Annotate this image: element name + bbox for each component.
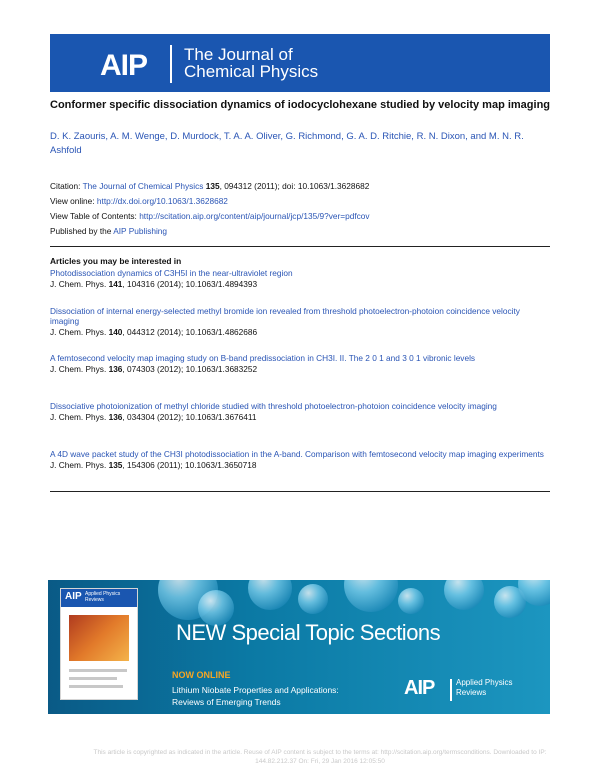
article-title: Conformer specific dissociation dynamics of iodocyclohexane studied by velocity map imaging — [50, 99, 551, 111]
journal-name-line1: The Journal of — [184, 45, 293, 64]
journal-cover-image — [60, 588, 138, 700]
related-article — [50, 401, 550, 423]
citation-journal-link[interactable]: The Journal of Chemical Physics — [82, 181, 204, 191]
citation-line — [50, 181, 550, 191]
ad-now-online: NOW ONLINE — [172, 670, 231, 680]
cover-text-line — [69, 669, 127, 672]
decorative-bubble — [248, 580, 292, 610]
citation-label: Citation: — [50, 181, 81, 191]
decorative-bubble — [344, 580, 398, 612]
copyright-footer — [50, 748, 590, 766]
bottom-rule — [50, 491, 550, 492]
related-article-citation: J. Chem. Phys. 136, 034304 (2012); 10.1063/1.3676411 — [50, 412, 257, 422]
journal-name-line2: Chemical Physics — [184, 62, 319, 81]
ad-topic — [172, 684, 339, 708]
toc-label: View Table of Contents: — [50, 211, 137, 221]
cover-journal-name: Applied Physics Reviews — [85, 591, 121, 603]
aip-logo: AIP — [100, 49, 148, 82]
view-online-line — [50, 196, 550, 206]
ad-aip-logo: AIP — [404, 677, 435, 699]
related-article-citation: J. Chem. Phys. 135, 154306 (2011); 10.1063/1.3650718 — [50, 460, 257, 470]
related-article-link[interactable]: Dissociative photoionization of methyl chloride studied with threshold photoelectron-photoion coincidence velocity imaging — [50, 401, 497, 411]
ad-topic-line2: Reviews of Emerging Trends — [172, 697, 281, 707]
related-articles-header: Articles you may be interested in — [50, 256, 182, 266]
related-article — [50, 306, 550, 338]
related-article-link[interactable]: Dissociation of internal energy-selected methyl bromide ion revealed from threshold photoelectron-photoion coincidence velocity imaging — [50, 306, 520, 326]
related-article — [50, 449, 550, 471]
ad-headline: NEW Special Topic Sections — [176, 620, 441, 645]
decorative-bubble — [444, 580, 484, 610]
toc-link[interactable]: http://scitation.aip.org/content/aip/journal/jcp/135/9?ver=pdfcov — [139, 211, 370, 221]
toc-line — [50, 211, 550, 221]
related-article-link[interactable]: A femtosecond velocity map imaging study on B-band predissociation in CH3I. II. The 2 0 1 and 3 0 1 vibronic levels — [50, 353, 476, 363]
cover-text-line — [69, 677, 117, 680]
ad-journal-logo — [404, 677, 514, 703]
publisher-link[interactable]: AIP Publishing — [113, 226, 168, 236]
published-line — [50, 226, 550, 236]
related-article-link[interactable]: Photodissociation dynamics of C3H5I in the near-ultraviolet region — [50, 268, 293, 278]
ad-logo-divider — [450, 679, 452, 701]
citation-volume: 135 — [205, 181, 220, 191]
decorative-bubble — [298, 584, 328, 614]
footer-line1: This article is copyrighted as indicated in the article. Reuse of AIP content is subject to the terms at: http://scitation.aip.org/termsconditions. Downloaded to IP: — [93, 749, 547, 756]
related-article-citation: J. Chem. Phys. 141, 104316 (2014); 10.1063/1.4894393 — [50, 279, 258, 289]
view-online-link[interactable]: http://dx.doi.org/10.1063/1.3628682 — [96, 196, 228, 206]
cover-text-line — [69, 685, 123, 688]
related-article-citation: J. Chem. Phys. 136, 074303 (2012); 10.1063/1.3683252 — [50, 364, 258, 374]
cover-aip-logo: AIP — [65, 591, 82, 602]
citation-details: , 094312 (2011); doi: 10.1063/1.3628682 — [219, 181, 370, 191]
related-article — [50, 268, 550, 290]
article-authors[interactable]: D. K. Zaouris, A. M. Wenge, D. Murdock, T. A. A. Oliver, G. Richmond, G. A. D. Ritchie, R. N. Dixon, and M. N. R. Ashfold — [50, 131, 524, 156]
related-article-citation: J. Chem. Phys. 140, 044312 (2014); 10.1063/1.4862686 — [50, 327, 258, 337]
top-rule — [50, 246, 550, 247]
footer-line2: 144.82.212.37 On: Fri, 29 Jan 2016 12:05:50 — [255, 758, 385, 765]
related-article — [50, 353, 550, 375]
related-article-link[interactable]: A 4D wave packet study of the CH3I photodissociation in the A-band. Comparison with femtosecond velocity map imaging experiments — [50, 449, 544, 459]
view-online-label: View online: — [50, 196, 95, 206]
cover-artwork — [69, 615, 129, 661]
banner-divider — [170, 45, 172, 83]
ad-topic-line1: Lithium Niobate Properties and Applications: — [172, 685, 339, 695]
published-label: Published by the — [50, 226, 112, 236]
journal-name — [184, 46, 318, 80]
decorative-bubble — [398, 588, 424, 614]
ad-logo-name: Applied Physics Reviews — [456, 678, 513, 697]
